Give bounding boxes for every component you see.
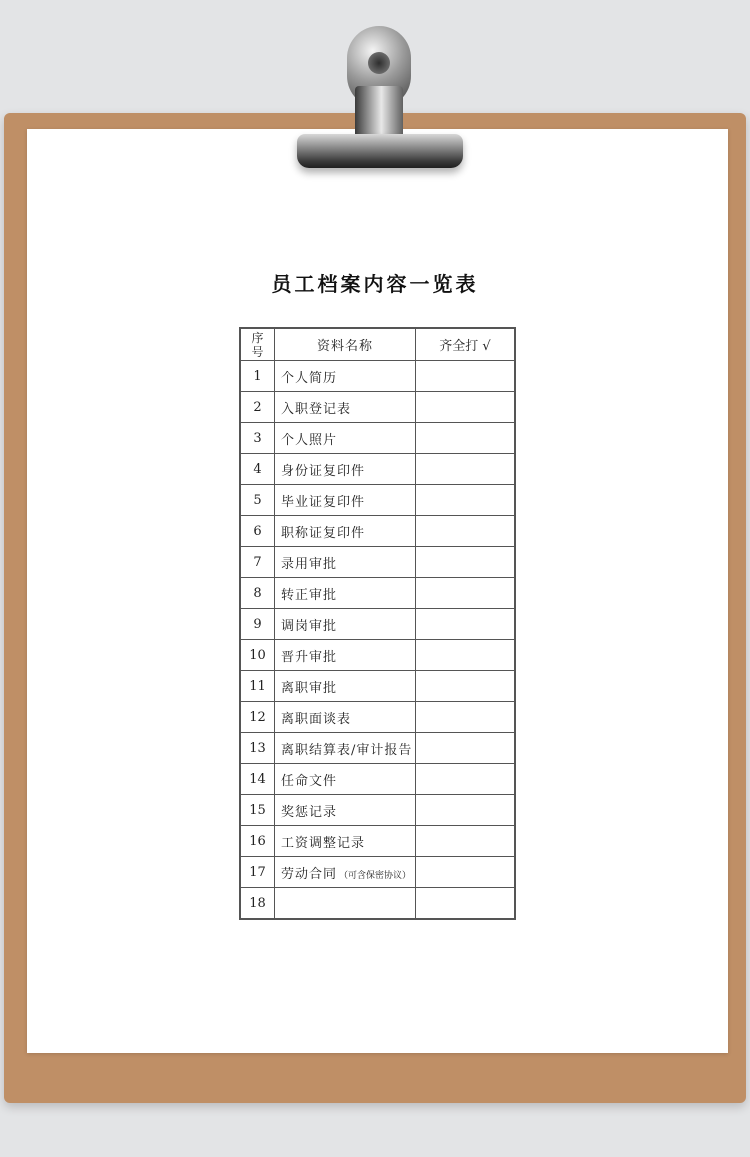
row-index: 14 bbox=[240, 764, 275, 795]
row-check-cell[interactable] bbox=[416, 764, 516, 795]
row-index: 4 bbox=[240, 454, 275, 485]
row-index: 6 bbox=[240, 516, 275, 547]
table-row bbox=[240, 702, 515, 733]
table-row bbox=[240, 857, 515, 888]
row-check-cell[interactable] bbox=[416, 485, 516, 516]
row-index: 11 bbox=[240, 671, 275, 702]
table-row bbox=[240, 733, 515, 764]
row-check-cell[interactable] bbox=[416, 671, 516, 702]
row-check-cell[interactable] bbox=[416, 392, 516, 423]
row-index: 8 bbox=[240, 578, 275, 609]
row-check-cell[interactable] bbox=[416, 733, 516, 764]
archive-table bbox=[239, 327, 516, 920]
table-row bbox=[240, 578, 515, 609]
row-index: 18 bbox=[240, 888, 275, 920]
table-row bbox=[240, 547, 515, 578]
table-row bbox=[240, 454, 515, 485]
table-row bbox=[240, 826, 515, 857]
header-index: 序 号 bbox=[240, 328, 275, 361]
row-index: 3 bbox=[240, 423, 275, 454]
row-index: 15 bbox=[240, 795, 275, 826]
row-item-name: 离职结算表/审计报告 bbox=[275, 733, 416, 764]
table-row bbox=[240, 671, 515, 702]
row-index: 2 bbox=[240, 392, 275, 423]
document-title: 员工档案内容一览表 bbox=[271, 272, 479, 296]
row-check-cell[interactable] bbox=[416, 795, 516, 826]
row-item-name: 晋升审批 bbox=[275, 640, 416, 671]
row-index: 9 bbox=[240, 609, 275, 640]
row-index: 17 bbox=[240, 857, 275, 888]
row-item-name: 录用审批 bbox=[275, 547, 416, 578]
row-index: 12 bbox=[240, 702, 275, 733]
row-item-name: 离职审批 bbox=[275, 671, 416, 702]
table-row bbox=[240, 640, 515, 671]
row-item-name: 毕业证复印件 bbox=[275, 485, 416, 516]
row-item-name: 职称证复印件 bbox=[275, 516, 416, 547]
table-row bbox=[240, 888, 515, 920]
table-row bbox=[240, 795, 515, 826]
row-check-cell[interactable] bbox=[416, 888, 516, 920]
row-item-name: 入职登记表 bbox=[275, 392, 416, 423]
table-row bbox=[240, 516, 515, 547]
header-check: 齐全打 √ bbox=[416, 328, 516, 361]
row-item-name: 转正审批 bbox=[275, 578, 416, 609]
row-item-name: 离职面谈表 bbox=[275, 702, 416, 733]
row-item-note: （可含保密协议） bbox=[339, 870, 412, 881]
table-row bbox=[240, 485, 515, 516]
table-row bbox=[240, 764, 515, 795]
row-index: 7 bbox=[240, 547, 275, 578]
row-index: 5 bbox=[240, 485, 275, 516]
table-header-row bbox=[240, 328, 515, 361]
row-item-name: 工资调整记录 bbox=[275, 826, 416, 857]
row-check-cell[interactable] bbox=[416, 454, 516, 485]
row-item-name: 奖惩记录 bbox=[275, 795, 416, 826]
row-check-cell[interactable] bbox=[416, 516, 516, 547]
row-item-name bbox=[275, 888, 416, 920]
row-check-cell[interactable] bbox=[416, 826, 516, 857]
row-index: 16 bbox=[240, 826, 275, 857]
row-check-cell[interactable] bbox=[416, 361, 516, 392]
row-item-name: 调岗审批 bbox=[275, 609, 416, 640]
row-item-name: 身份证复印件 bbox=[275, 454, 416, 485]
table-row bbox=[240, 423, 515, 454]
row-check-cell[interactable] bbox=[416, 640, 516, 671]
row-check-cell[interactable] bbox=[416, 857, 516, 888]
table-row bbox=[240, 392, 515, 423]
row-item-name: 劳动合同 （可含保密协议） bbox=[275, 857, 416, 888]
header-name: 资料名称 bbox=[275, 328, 416, 361]
binder-clip-icon bbox=[297, 24, 463, 174]
row-check-cell[interactable] bbox=[416, 702, 516, 733]
row-item-name: 个人照片 bbox=[275, 423, 416, 454]
row-index: 10 bbox=[240, 640, 275, 671]
row-item-name: 任命文件 bbox=[275, 764, 416, 795]
row-index: 1 bbox=[240, 361, 275, 392]
row-check-cell[interactable] bbox=[416, 609, 516, 640]
row-check-cell[interactable] bbox=[416, 578, 516, 609]
row-check-cell[interactable] bbox=[416, 547, 516, 578]
table-row bbox=[240, 361, 515, 392]
table-row bbox=[240, 609, 515, 640]
row-check-cell[interactable] bbox=[416, 423, 516, 454]
row-item-name: 个人简历 bbox=[275, 361, 416, 392]
row-index: 13 bbox=[240, 733, 275, 764]
